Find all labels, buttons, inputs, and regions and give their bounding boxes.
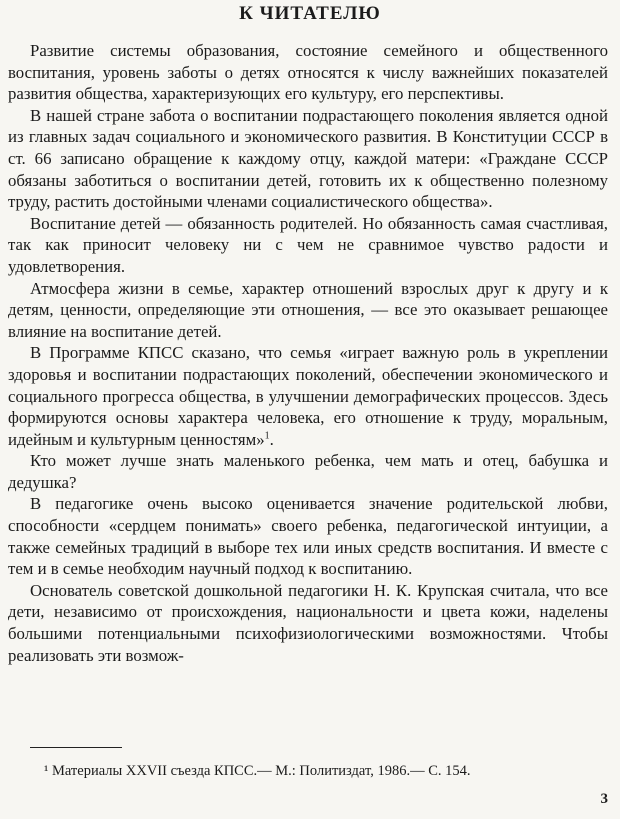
footnote-reference: 1: [264, 430, 270, 442]
paragraph-2: В нашей стране забота о воспитании подрастающего поколения является одной из главных задач социального и экономического развития. В Конституции СССР в ст. 66 записано обращение к каждому отцу, каждой матери: «Граждане СССР обязаны заботиться о воспитании детей, готовить их к общественно полезному труду, растить достойными членами социалистического общества».: [8, 105, 608, 212]
page-number: 3: [600, 791, 608, 807]
page-title: К ЧИТАТЕЛЮ: [239, 3, 381, 24]
body-text: [8, 40, 608, 666]
paragraph-7: В педагогике очень высоко оценивается значение родительской любви, способности «сердцем понимать» своего ребенка, педагогической интуиции, а также семейных традиций в выборе тех или иных средств воспитания. И вместе с тем и в семье необходим научный подход к воспитанию.: [8, 494, 608, 579]
paragraph-5: В Программе КПСС сказано, что семья «играет важную роль в укреплении здоровья и воспитании подрастающих поколений, обеспечении экономического и социального прогресса общества, в улучшении демографических процессов. Здесь формируются основы характера человека, его отношение к труду, моральным, идейным и культурным ценностям»$^1$.: [8, 343, 608, 449]
footnote-divider: [30, 747, 122, 748]
footnote: ¹ Материалы XXVII съезда КПСС.— М.: Политиздат, 1986.— С. 154.: [44, 763, 471, 779]
paragraph-3: Воспитание детей — обязанность родителей. Но обязанность самая счастливая, так как приносит человеку ни с чем не сравнимое чувство радости и удовлетворения.: [8, 213, 608, 276]
paragraph-1: Развитие системы образования, состояние семейного и общественного воспитания, уровень заботы о детях относятся к числу важнейших показателей развития общества, характеризующих его культуру, его перспективы.: [8, 41, 608, 104]
paragraph-8: Основатель советской дошкольной педагогики Н. К. Крупская считала, что все дети, независимо от происхождения, национальности и цвета кожи, наделены большими потенциальными психофизиологическими возможностями. Чтобы реализовать эти возмож-: [8, 580, 608, 665]
paragraph-6: Кто может лучше знать маленького ребенка, чем мать и отец, бабушка и дедушка?: [8, 451, 608, 492]
paragraph-5-text: В Программе КПСС сказано, что семья «играет важную роль в укреплении здоровья и воспитании подрастающих поколений, обеспечении экономического и социального прогресса общества, в улучшении демографических процессов. Здесь формируются основы характера человека, его отношение к труду, моральным, идейным и культурным ценностям»: [8, 343, 608, 449]
paragraph-4: Атмосфера жизни в семье, характер отношений взрослых друг к другу и к детям, ценности, определяющие эти отношения, — все это оказывает решающее влияние на воспитание детей.: [8, 278, 608, 341]
